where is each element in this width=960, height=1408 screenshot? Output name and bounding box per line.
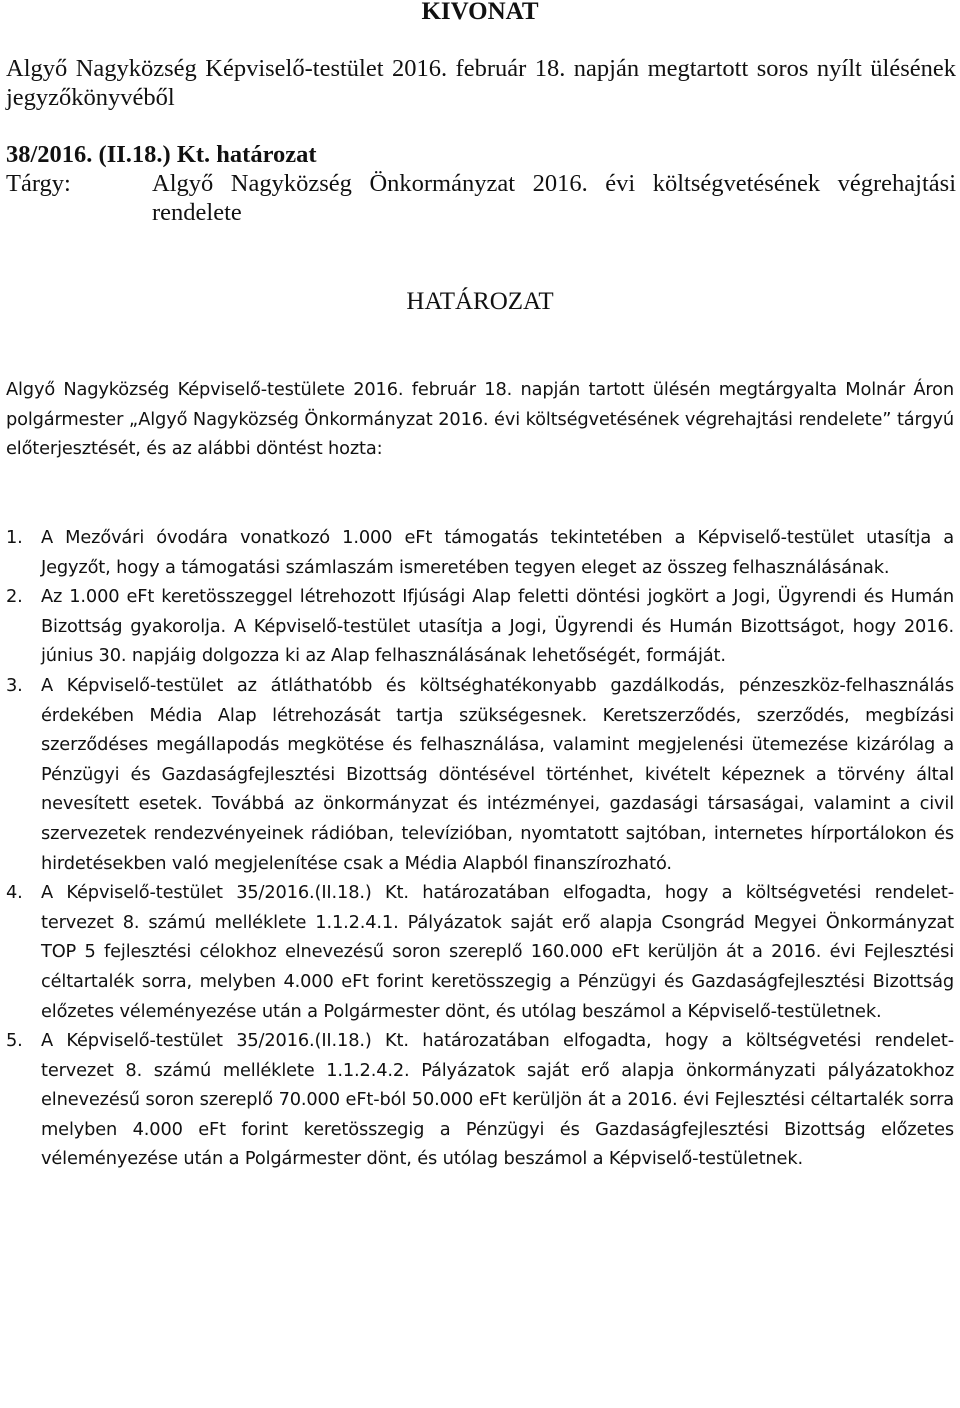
list-item-text: A Képviselő-testület 35/2016.(II.18.) Kt. határozatában elfogadta, hogy a költségvetési rendelet-tervezet 8. számú melléklete 1.1.2.4.2. Pályázatok saját erő alapja önkormányzati pályázatokhoz elnevezésű soron szereplő 70.000 eFt-ból 50.000 eFt kerüljön át a 2016. évi Fejlesztési céltartalék sorra melyben 4.000 eFt forint keretösszegig a Pénzügyi és Gazdaságfejlesztési Bizottság előzetes véleményezése után a Polgármester dönt, és utólag beszámol a Képviselő-testületnek. xyxy=(41,1030,954,1170)
list-item xyxy=(6,523,954,582)
list-item-number: 5. xyxy=(6,1030,23,1052)
list-item-text: A Képviselő-testület az átláthatóbb és költséghatékonyabb gazdálkodás, pénzeszköz-felhasználás érdekében Média Alap létrehozását tartja szükségesnek. Keretszerződés, szerződés, megbízási szerződéses megállapodás megkötése és felhasználása, valamint megjelenési ütemezése kizárólag a Pénzügyi és Gazdaságfejlesztési Bizottság döntésével történhet, kivételt képeznek a törvény által nevesített esetek. Továbbá az önkormányzat és intézményei, gazdasági társaságai, valamint a civil szervezetek rendezvényeinek rádióban, televízióban, nyomtatott sajtóban, internetes hírportálokon és hirdetésekben való megjelenítése csak a Média Alapból finanszírozható. xyxy=(41,674,954,874)
resolution-number: 38/2016. (II.18.) Kt. határozat xyxy=(6,141,317,168)
list-item-number: 1. xyxy=(6,527,23,548)
list-item-text: Az 1.000 eFt keretösszeggel létrehozott Ifjúsági Alap feletti döntési jogkört a Jogi, Ügyrendi és Humán Bizottság gyakorolja. A Képviselő-testület utasítja a Jogi, Ügyrendi és Humán Bizottságot, hogy 2016. június 30. napjáig dolgozza ki az Alap felhasználásának lehetőségét, formáját. xyxy=(41,586,954,667)
list-item-text: A Mezővári óvodára vonatkozó 1.000 eFt támogatás tekintetében a Képviselő-testület utasítja a Jegyzőt, hogy a támogatási számlaszám ismeretében tegyen eleget az összeg felhasználásának. xyxy=(41,527,954,578)
document-title: KIVONAT xyxy=(421,0,539,25)
list-item xyxy=(6,878,954,1026)
resolution-heading: HATÁROZAT xyxy=(406,288,554,315)
list-item xyxy=(6,1026,954,1174)
subject-label: Tárgy: xyxy=(6,170,71,197)
list-item xyxy=(6,582,954,671)
list-item-number: 3. xyxy=(6,674,23,696)
list-item-number: 4. xyxy=(6,882,23,904)
subject-block xyxy=(6,169,956,227)
subject-text: Algyő Nagyközség Önkormányzat 2016. évi költségvetésének végrehajtási rendelete xyxy=(152,170,956,226)
body-paragraph: Algyő Nagyközség Képviselő-testülete 2016. február 18. napján tartott ülésén megtárgyalta Molnár Áron polgármester „Algyő Nagyközség Önkormányzat 2016. évi költségvetésének végrehajtási rendelete” tárgyú előterjesztését, és az alábbi döntést hozta: xyxy=(6,379,954,460)
list-item-text: A Képviselő-testület 35/2016.(II.18.) Kt. határozatában elfogadta, hogy a költségvetési rendelet-tervezet 8. számú melléklete 1.1.2.4.1. Pályázatok saját erő alapja Csongrád Megyei Önkormányzat TOP 5 fejlesztési célokhoz elnevezésű soron szereplő 160.000 eFt kerüljön át a 2016. évi Fejlesztési céltartalék sorra, melyben 4.000 eFt forint keretösszegig a Pénzügyi és Gazdaságfejlesztési Bizottság előzetes véleményezése után a Polgármester dönt, és utólag beszámol a Képviselő-testületnek. xyxy=(41,882,954,1022)
list-item-number: 2. xyxy=(6,586,23,608)
list-item xyxy=(6,671,954,878)
decision-list xyxy=(6,523,954,1174)
intro-paragraph: Algyő Nagyközség Képviselő-testület 2016. február 18. napján megtartott soros nyílt ülésének jegyzőkönyvéből xyxy=(6,55,956,111)
